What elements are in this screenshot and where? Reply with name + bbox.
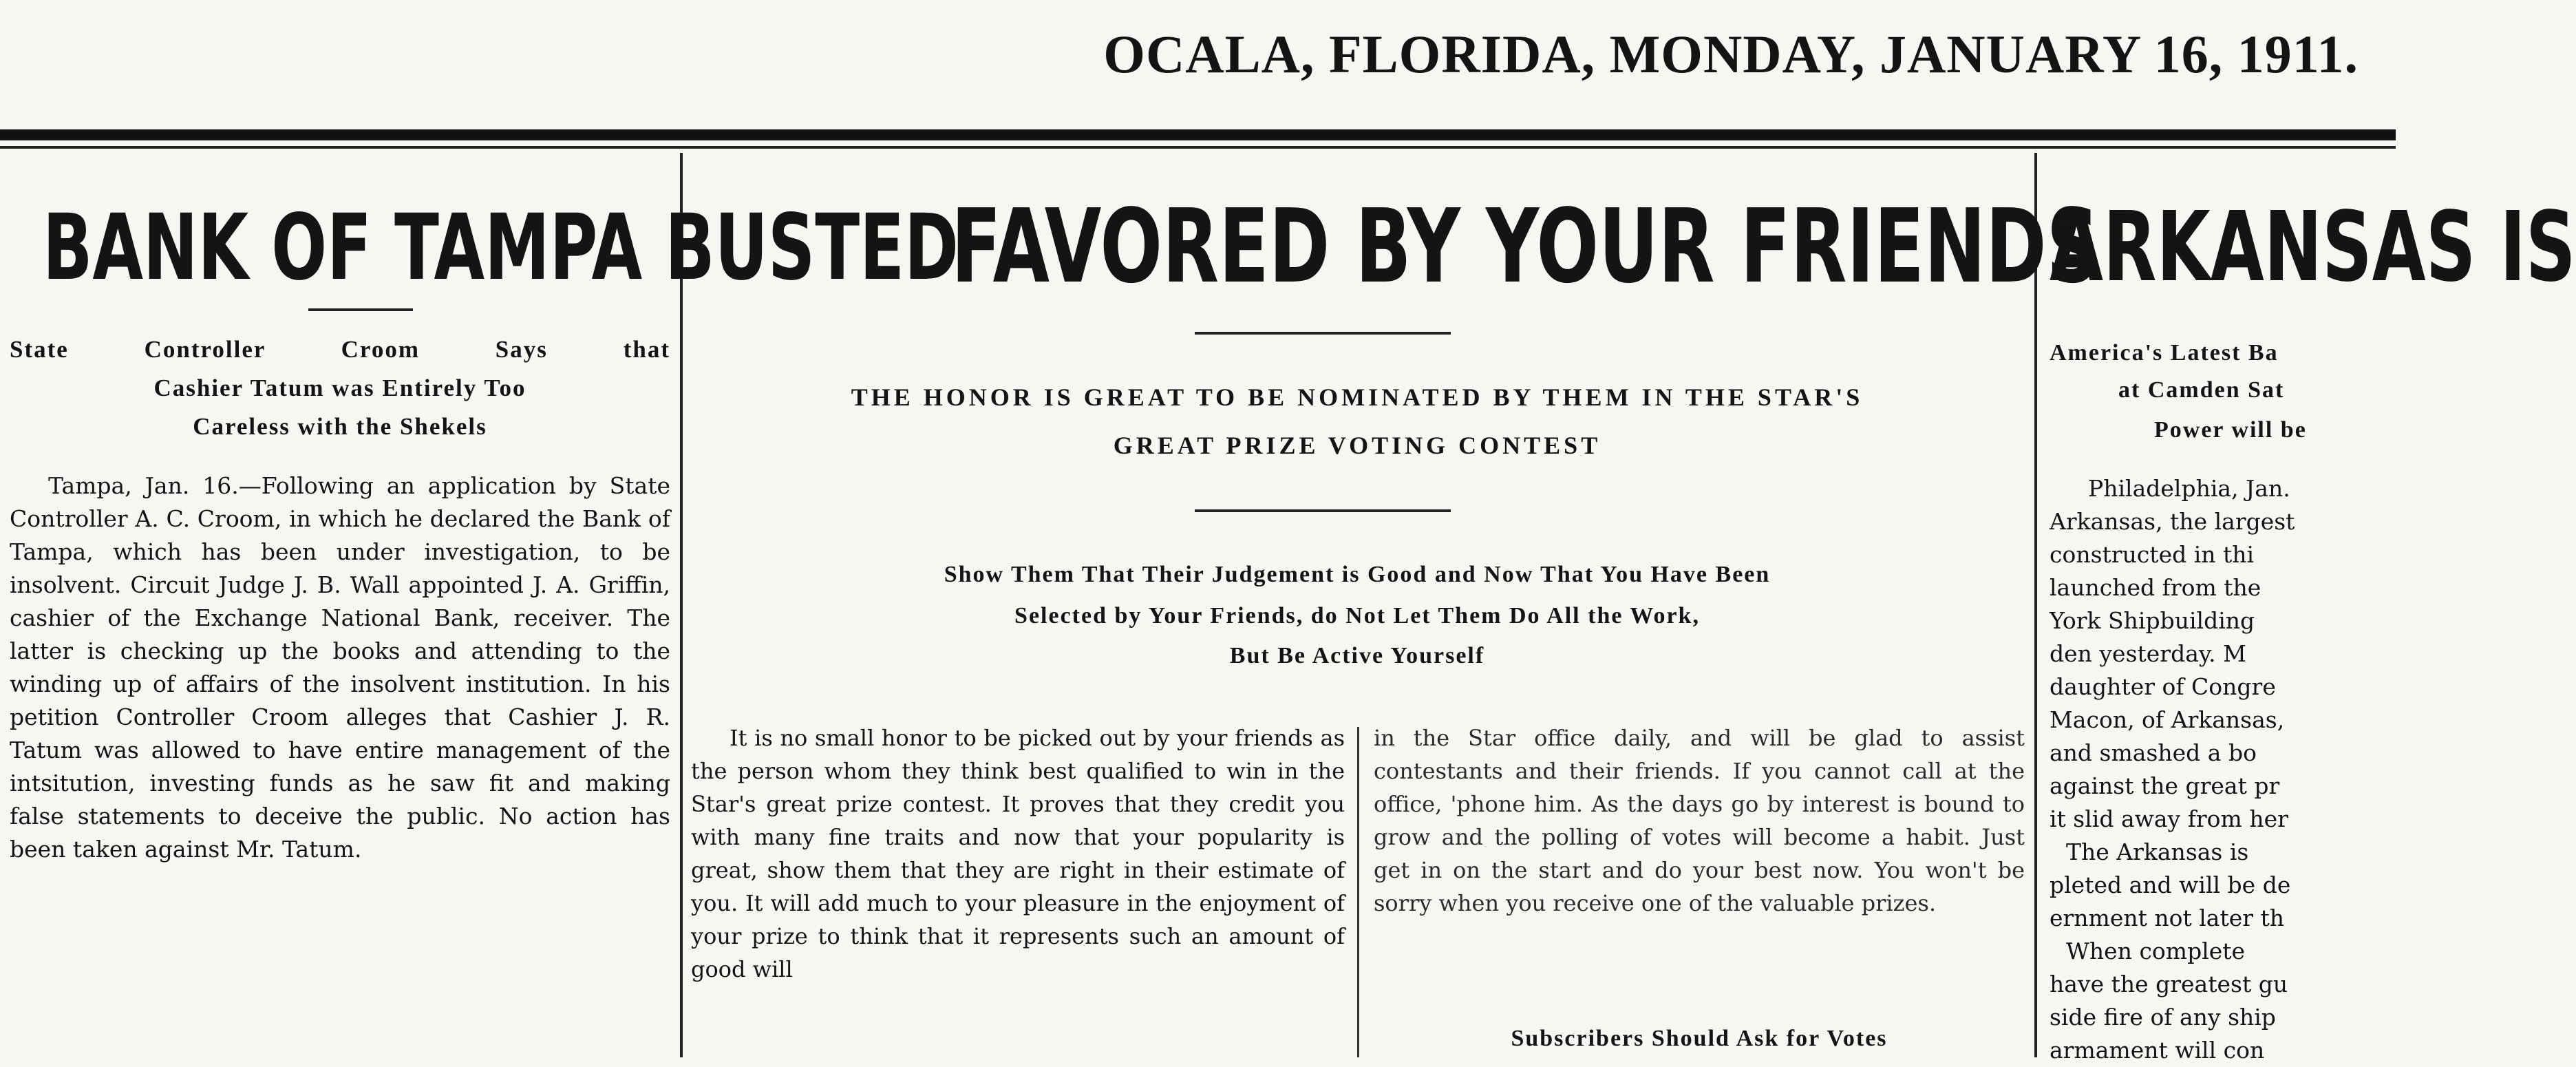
center-inner-divider bbox=[1357, 727, 1359, 1057]
right-body-line: Macon, of Arkansas, bbox=[2050, 706, 2285, 733]
right-body-line: have the greatest gu bbox=[2050, 971, 2288, 997]
right-body-line: and smashed a bo bbox=[2050, 739, 2257, 766]
center-body-left: It is no small honor to be picked out by your friends as the person whom they think best qualified to win in the Star's great prize contest. It proves that they credit you with many fine traits and now that your popularity is great, show them that they are right in their estimate of you. It will add much to your pleasure in the enjoyment of your prize to think that it represents such an amount of good will bbox=[691, 725, 1345, 982]
center-subhead: Subscribers Should Ask for Votes bbox=[1511, 1026, 1888, 1051]
right-body-line: side fire of any ship bbox=[2050, 1004, 2276, 1031]
right-body bbox=[2050, 472, 2476, 1067]
dateline: OCALA, FLORIDA, MONDAY, JANUARY 16, 1911. bbox=[1103, 24, 2359, 84]
left-body: Tampa, Jan. 16.—Following an application by State Controller A. C. Croom, in which he declared the Bank of Tampa, which has been under investigation, to be insolvent. Circuit Judge J. B. Wall appointed J. A. Griffin, cashier of the Exchange National Bank, receiver. The latter is checking up the books and attending to the winding up of affairs of the insolvent institution. In his petition Controller Croom alleges that Cashier J. R. Tatum was allowed to have entire management of the intsitution, investing funds as he saw fit and making false statements to deceive the public. No action has been taken against Mr. Tatum. bbox=[10, 472, 670, 863]
right-body-line: constructed in thi bbox=[2050, 541, 2255, 568]
right-deck-line-2: at Camden Sat bbox=[2118, 377, 2285, 403]
right-body-line: Arkansas, the largest bbox=[2050, 508, 2295, 535]
right-body-line: it slid away from her bbox=[2050, 805, 2288, 832]
left-deck-line-3: Careless with the Shekels bbox=[193, 413, 487, 440]
right-body-line: The Arkansas is bbox=[2066, 838, 2249, 865]
center-headline-rule-2 bbox=[1195, 509, 1451, 512]
center-headline: FAVORED BY YOUR FRIENDS bbox=[951, 187, 2100, 306]
center-deck2-line-1: Show Them That Their Judgement is Good and Now That You Have Been bbox=[944, 562, 1771, 587]
left-deck-line-2: Cashier Tatum was Entirely Too bbox=[153, 374, 526, 401]
right-article bbox=[2050, 153, 2576, 1064]
right-body-line: pleted and will be de bbox=[2050, 871, 2291, 898]
right-deck-line-1: America's Latest Ba bbox=[2050, 340, 2279, 366]
right-body-line: ernment not later th bbox=[2050, 905, 2285, 931]
masthead-rule bbox=[0, 129, 2396, 140]
right-body-line: When complete bbox=[2066, 938, 2246, 964]
center-article bbox=[690, 153, 2100, 1057]
center-deck2-line-2: Selected by Your Friends, do Not Let Them Do All the Work, bbox=[1014, 603, 1700, 628]
right-body-line: York Shipbuilding bbox=[2050, 607, 2255, 634]
left-headline-rule bbox=[308, 308, 413, 311]
page-header bbox=[0, 0, 2396, 129]
center-deck2-line-3: But Be Active Yourself bbox=[1229, 643, 1485, 668]
right-headline: ARKANSAS IS bbox=[2050, 191, 2576, 304]
masthead-rule-thin bbox=[0, 146, 2396, 149]
right-body-line: Philadelphia, Jan. bbox=[2088, 475, 2290, 502]
center-deck1-line-2: GREAT PRIZE VOTING CONTEST bbox=[1113, 432, 1601, 459]
right-body-line: armament will con bbox=[2050, 1037, 2265, 1064]
right-body-line: den yesterday. M bbox=[2050, 640, 2246, 667]
right-deck-line-3: Power will be bbox=[2154, 417, 2307, 443]
right-body-line: daughter of Congre bbox=[2050, 673, 2276, 700]
left-deck-line-1: State Controller Croom Says that bbox=[10, 336, 670, 363]
right-body-line: launched from the bbox=[2050, 574, 2261, 601]
left-article bbox=[10, 153, 959, 1057]
center-deck1-line-1: THE HONOR IS GREAT TO BE NOMINATED BY THEM IN THE STAR'S bbox=[851, 383, 1864, 411]
center-headline-rule-1 bbox=[1195, 332, 1451, 335]
right-body-line: against the great pr bbox=[2050, 772, 2280, 799]
left-headline: BANK OF TAMPA BUSTED bbox=[43, 195, 959, 301]
center-body-right: in the Star office daily, and will be glad to assist contestants and their friends. If you cannot call at the office, 'phone him. As the days go by interest is bound to grow and the polling of votes will become a habit. Just get in on the start and do your best now. You won't be sorry when you receive one of the valuable prizes. bbox=[1374, 725, 2025, 916]
